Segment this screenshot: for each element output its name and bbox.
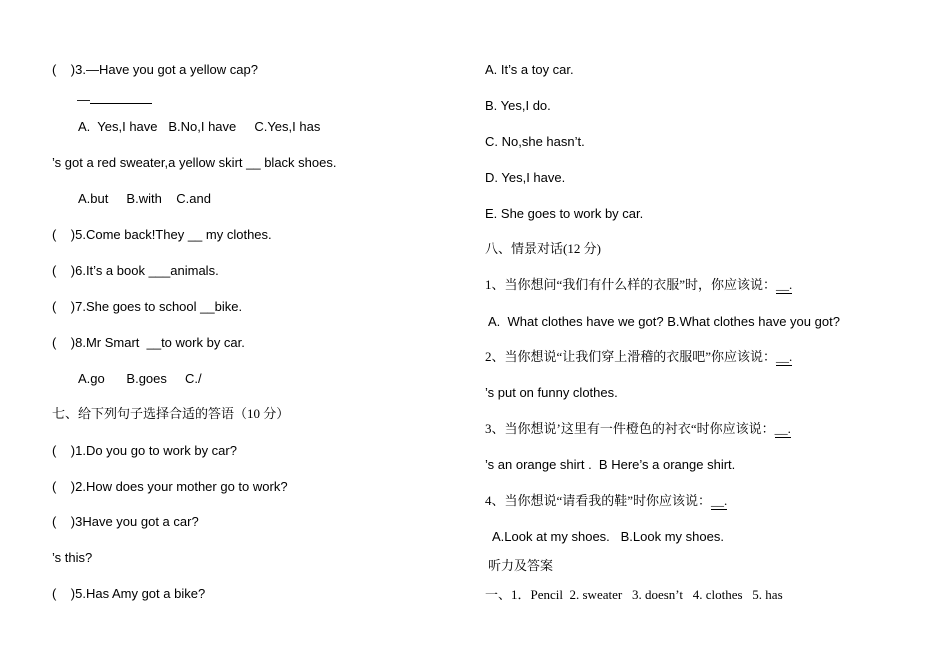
s8-question-4-blank: __.	[711, 493, 728, 508]
question-8: ( )8.Mr Smart __to work by car.	[52, 335, 245, 350]
question-4: ’s got a red sweater,a yellow skirt __ black shoes.	[52, 155, 337, 170]
answer-option-d: D. Yes,I have.	[485, 170, 566, 185]
answer-dash: —	[77, 92, 90, 107]
s8-question-4	[485, 493, 727, 510]
answer-option-b: B. Yes,I do.	[485, 98, 551, 113]
s7-question-4: ’s this?	[52, 550, 93, 565]
answer-option-e: E. She goes to work by car.	[485, 206, 644, 221]
s8-question-1-text: 1、当你想问“我们有什么样的衣服”时，你应该说：	[485, 277, 777, 292]
s8-question-2-options: ’s put on funny clothes.	[485, 385, 618, 400]
answers-title: 听力及答案	[488, 558, 554, 573]
s7-question-5: ( )5.Has Amy got a bike?	[52, 586, 206, 601]
question-3-answer-line	[77, 91, 152, 108]
s8-question-4-text: 4、当你想说“请看我的鞋”时你应该说：	[485, 493, 712, 508]
question-8-options: A.go B.goes C./	[78, 371, 202, 386]
question-5: ( )5.Come back!They __ my clothes.	[52, 227, 272, 242]
question-6: ( )6.It’s a book ___animals.	[52, 263, 219, 278]
section-8-title: 八、情景对话(12 分)	[485, 241, 601, 256]
s8-question-3-blank: __.	[774, 421, 791, 436]
answers-line: 一、1．Pencil 2. sweater 3. doesn’t 4. clothes 5. has	[485, 587, 783, 602]
s8-question-1-options: A. What clothes have we got? B.What clothes have you got?	[488, 314, 840, 329]
question-3-options: A. Yes,I have B.No,I have C.Yes,I has	[78, 119, 321, 134]
s8-question-3	[485, 421, 791, 438]
s8-question-3-options: ’s an orange shirt . B Here’s a orange shirt.	[485, 457, 736, 472]
s8-question-2-text: 2、当你想说“让我们穿上滑稽的衣服吧”你应该说：	[485, 349, 777, 364]
section-7-title: 七、给下列句子选择合适的答语（10 分）	[52, 406, 290, 421]
s7-question-1: ( )1.Do you go to work by car?	[52, 443, 237, 458]
s7-question-2: ( )2.How does your mother go to work?	[52, 479, 288, 494]
answer-blank	[90, 91, 152, 104]
question-3: ( )3.—Have you got a yellow cap?	[52, 62, 258, 77]
s8-question-1	[485, 277, 792, 294]
s7-question-3: ( )3Have you got a car?	[52, 514, 199, 529]
s8-question-3-text: 3、当你想说’这里有一件橙色的衬衣“时你应该说：	[485, 421, 775, 436]
question-7: ( )7.She goes to school __bike.	[52, 299, 243, 314]
s8-question-1-blank: __.	[776, 277, 793, 292]
question-4-options: A.but B.with C.and	[78, 191, 211, 206]
s8-question-2-blank: __.	[776, 349, 793, 364]
answer-option-c: C. No,she hasn’t.	[485, 134, 585, 149]
s8-question-2	[485, 349, 792, 366]
s8-question-4-options: A.Look at my shoes. B.Look my shoes.	[492, 529, 724, 544]
answer-option-a: A. It’s a toy car.	[485, 62, 574, 77]
